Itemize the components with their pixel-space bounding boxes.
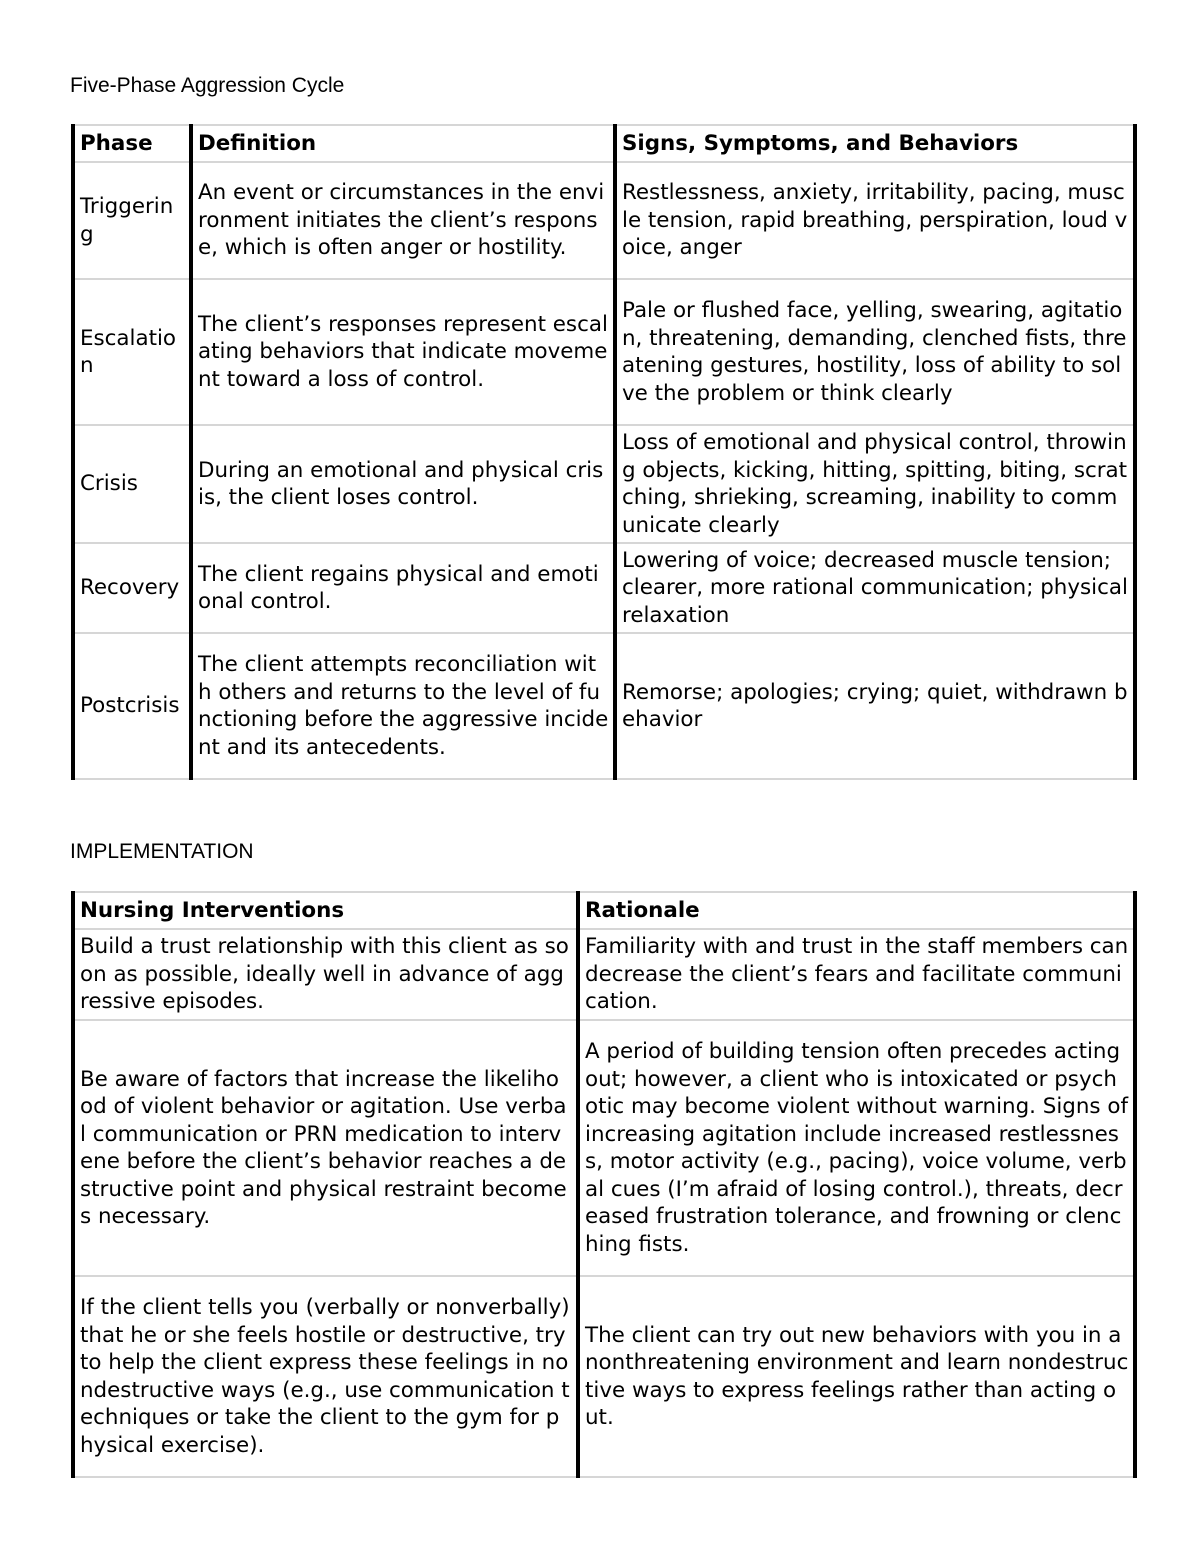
column-header-definition: Definition (191, 125, 615, 162)
definition-cell: During an emotional and physical crisis, the client loses control. (191, 425, 615, 543)
phase-cell: Escalation (73, 279, 191, 425)
signs-cell: Lowering of voice; decreased muscle tension; clearer, more rational communication; physical relaxation (615, 543, 1135, 633)
phase-cell: Triggering (73, 162, 191, 279)
table-row (73, 279, 1135, 425)
definition-cell: The client attempts reconciliation with others and returns to the level of functioning before the aggressive incident and its antecedents. (191, 633, 615, 779)
column-header-rationale: Rationale (578, 892, 1135, 929)
table-row (73, 162, 1135, 279)
intervention-cell: Be aware of factors that increase the likelihood of violent behavior or agitation. Use verbal communication or PRN medication to intervene before the client’s behavior reaches a destructive point and physical restraint becomes necessary. (73, 1020, 578, 1276)
table-row (73, 929, 1135, 1020)
table-row (73, 633, 1135, 779)
table-header-row (73, 125, 1135, 162)
definition-cell: An event or circumstances in the environment initiates the client’s response, which is often anger or hostility. (191, 162, 615, 279)
column-header-interventions: Nursing Interventions (73, 892, 578, 929)
section-title-aggression-cycle: Five-Phase Aggression Cycle (70, 74, 345, 97)
table-row (73, 425, 1135, 543)
column-header-phase: Phase (73, 125, 191, 162)
table-row (73, 1020, 1135, 1276)
phase-cell: Postcrisis (73, 633, 191, 779)
rationale-cell: The client can try out new behaviors with you in a nonthreatening environment and learn nondestructive ways to express feelings rather than acting out. (578, 1276, 1135, 1477)
rationale-cell: Familiarity with and trust in the staff members can decrease the client’s fears and facilitate communication. (578, 929, 1135, 1020)
table-row (73, 1276, 1135, 1477)
implementation-table (71, 891, 1137, 1478)
column-header-signs: Signs, Symptoms, and Behaviors (615, 125, 1135, 162)
phase-cell: Crisis (73, 425, 191, 543)
signs-cell: Restlessness, anxiety, irritability, pacing, muscle tension, rapid breathing, perspiration, loud voice, anger (615, 162, 1135, 279)
rationale-cell: A period of building tension often precedes acting out; however, a client who is intoxicated or psychotic may become violent without warning. Signs of increasing agitation include increased restlessness, motor activity (e.g., pacing), voice volume, verbal cues (I’m afraid of losing control.), threats, decreased frustration tolerance, and frowning or clenching fists. (578, 1020, 1135, 1276)
definition-cell: The client regains physical and emotional control. (191, 543, 615, 633)
intervention-cell: If the client tells you (verbally or nonverbally) that he or she feels hostile or destructive, try to help the client express these feelings in nondestructive ways (e.g., use communication techniques or take the client to the gym for physical exercise). (73, 1276, 578, 1477)
table-row (73, 543, 1135, 633)
section-title-implementation: IMPLEMENTATION (70, 840, 254, 863)
intervention-cell: Build a trust relationship with this client as soon as possible, ideally well in advance of aggressive episodes. (73, 929, 578, 1020)
aggression-cycle-table (71, 124, 1137, 780)
signs-cell: Loss of emotional and physical control, throwing objects, kicking, hitting, spitting, biting, scratching, shrieking, screaming, inability to communicate clearly (615, 425, 1135, 543)
phase-cell: Recovery (73, 543, 191, 633)
signs-cell: Pale or flushed face, yelling, swearing, agitation, threatening, demanding, clenched fists, threatening gestures, hostility, loss of ability to solve the problem or think clearly (615, 279, 1135, 425)
table-header-row (73, 892, 1135, 929)
definition-cell: The client’s responses represent escalating behaviors that indicate movement toward a loss of control. (191, 279, 615, 425)
signs-cell: Remorse; apologies; crying; quiet, withdrawn behavior (615, 633, 1135, 779)
